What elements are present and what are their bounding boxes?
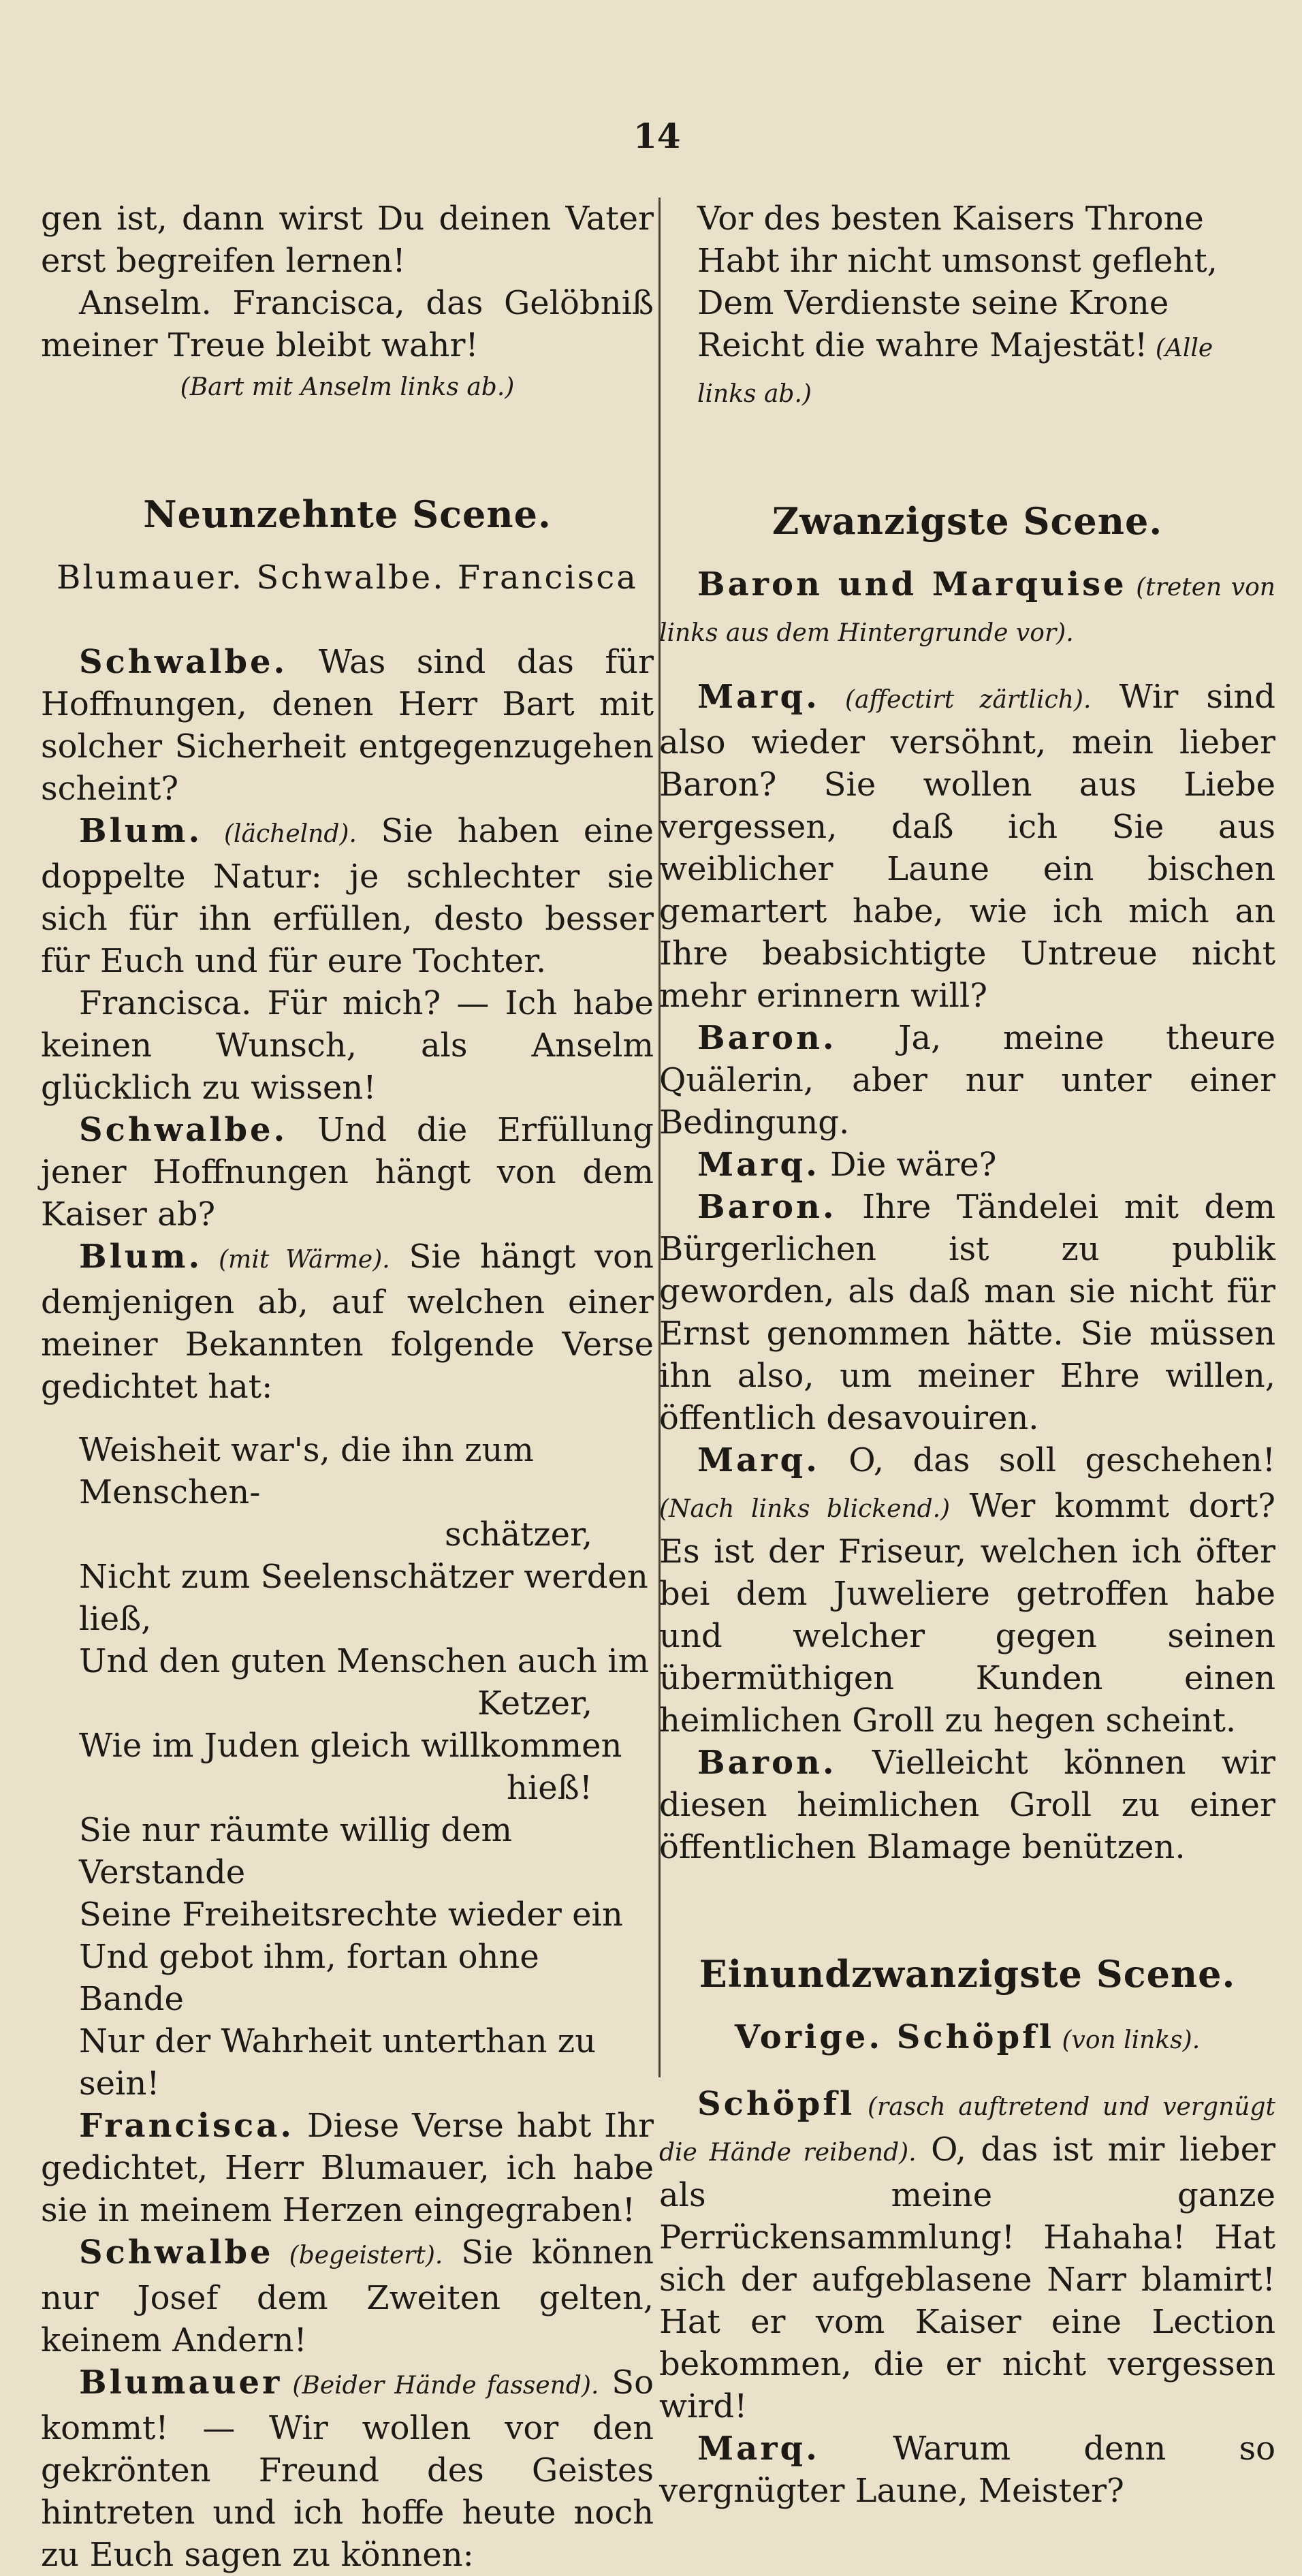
- speech-blumauer: [41, 1236, 654, 1408]
- stage-direction: (affectirt zärtlich).: [819, 686, 1092, 714]
- verse-line: [659, 324, 1275, 415]
- speech-schwalbe: [41, 1109, 654, 1236]
- speech-text: Die wäre?: [819, 1146, 997, 1184]
- speaker-name: Anselm.: [79, 284, 212, 322]
- page-number: 14: [633, 116, 681, 156]
- scene-cast-20: [659, 563, 1275, 655]
- verse-line: Vor des besten Kaisers Throne: [697, 200, 1204, 238]
- speaker-name: Baron.: [697, 1188, 837, 1226]
- speech-francisca: [41, 982, 654, 1109]
- verse-line: Seine Freiheitsrechte wieder ein: [79, 1896, 623, 1934]
- verse-line: Und gebot ihm, fortan ohne Bande: [79, 1938, 539, 2018]
- stage-direction: (begeistert).: [273, 2242, 443, 2269]
- speaker-name: Schwalbe.: [79, 1111, 288, 1149]
- speaker-name: Francisca.: [79, 2107, 295, 2145]
- stage-direction-exit: (Bart mit Anselm links ab.): [180, 373, 515, 401]
- verse-line: hieß!: [506, 1769, 592, 1807]
- speech-text: Diese Verse habt Ihr gedichtet, Herr Blumauer, ich habe sie in meinem Herzen eingegraben!: [41, 2107, 654, 2229]
- speaker-name: Schwalbe.: [79, 643, 288, 681]
- speech-text: O, das soll geschehen!: [819, 1441, 1275, 1479]
- verse-line: Ketzer,: [477, 1684, 592, 1723]
- speech-text: Sie haben eine doppelte Natur: je schlechter sie sich für ihn erfüllen, desto besser für Euch und für eure Tochter.: [41, 812, 654, 980]
- speaker-name: Marq.: [697, 2430, 820, 2468]
- speaker-name: Baron.: [697, 1019, 837, 1057]
- speaker-name: Marq.: [697, 1146, 820, 1184]
- scene-heading-21: Einundzwanzigste Scene.: [699, 1952, 1236, 1996]
- stage-direction: (rasch auftretend und vergnügt die Hände reibend).: [659, 2093, 1275, 2167]
- speech-text: So kommt! — Wir wollen vor den gekrönten Freund des Geistes hintreten und ich hoffe heute noch zu Euch sagen zu können:: [41, 2363, 654, 2574]
- speech-text: Und die Erfüllung jener Hoffnungen hängt von dem Kaiser ab?: [41, 1111, 654, 1234]
- speaker-name: Schwalbe: [79, 2233, 274, 2272]
- speech-text: Sie hängt von demjenigen ab, auf welchen einer meiner Bekannten folgende Verse gedichtet hat:: [41, 1238, 654, 1406]
- speech-text: Sie können nur Josef dem Zweiten gelten, keinem Andern!: [41, 2233, 654, 2359]
- stage-direction: (Alle links ab.): [697, 334, 1213, 408]
- speech-text: Was sind das für Hoffnungen, denen Herr Bart mit solcher Sicherheit entgegenzugehen scheint?: [41, 643, 654, 808]
- speech-marquise: [659, 1144, 1275, 1186]
- speaker-name: Schöpfl: [697, 2085, 855, 2123]
- stage-direction: (lächelnd).: [202, 820, 357, 848]
- verse-line: Nicht zum Seelenschätzer werden ließ,: [79, 1558, 648, 1638]
- speech-baron: [659, 1742, 1275, 1868]
- speaker-name: Marq.: [697, 1441, 820, 1479]
- speech-francisca: [41, 2105, 654, 2231]
- speaker-name: Blum.: [79, 1238, 203, 1276]
- speaker-name: Baron.: [697, 1744, 837, 1782]
- speech-anselm: [41, 282, 654, 366]
- speaker-name: Blumauer: [79, 2363, 283, 2402]
- speech-text: O, das ist mir lieber als meine ganze Perrückensammlung! Hahaha! Hat sich der aufgeblasene Narr blamirt! Hat er vom Kaiser eine Lection bekommen, die er nicht vergessen wird!: [659, 2131, 1275, 2425]
- stage-direction: (Beider Hände fassend).: [282, 2372, 599, 2400]
- stage-direction: (Nach links blickend.): [659, 1495, 951, 1523]
- verse-line: Weisheit war's, die ihn zum Menschen-: [79, 1431, 534, 1511]
- speech-text: Wer kommt dort? Es ist der Friseur, welchen ich öfter bei dem Juweliere getroffen habe und welcher gegen seinen übermüthigen Kunden einen heimlichen Groll zu hegen scheint.: [659, 1487, 1275, 1740]
- scene-cast-21: [659, 2016, 1275, 2062]
- left-column: [41, 198, 654, 2576]
- cast-names: Vorige. Schöpfl: [734, 2018, 1055, 2056]
- speech-text: Wir sind also wieder versöhnt, mein lieber Baron? Sie wollen aus Liebe vergessen, daß ich Sie aus weiblicher Laune ein bischen gemartert habe, wie ich mich an Ihre beabsichtigte Untreue nicht mehr erinnern will?: [659, 678, 1275, 1015]
- cast-names: Baron und Marquise: [697, 565, 1127, 603]
- right-column: [659, 198, 1275, 2512]
- speech-text: Vielleicht können wir diesen heimlichen Groll zu einer öffentlichen Blamage benützen.: [659, 1744, 1275, 1866]
- verse-block: [659, 198, 1275, 415]
- scene-heading-20: Zwanzigste Scene.: [772, 499, 1163, 543]
- verse-text: Reicht die wahre Majestät!: [697, 326, 1148, 364]
- speech-text: Ja, meine theure Quälerin, aber nur unter einer Bedingung.: [659, 1019, 1275, 1142]
- speech-text: Für mich? — Ich habe keinen Wunsch, als Anselm glücklich zu wissen!: [41, 984, 654, 1107]
- speech-baron: [659, 1186, 1275, 1439]
- speech-text: Warum denn so vergnügter Laune, Meister?: [659, 2430, 1275, 2510]
- continued-text: gen ist, dann wirst Du deinen Vater erst begreifen lernen!: [41, 200, 654, 280]
- speech-blumauer: [41, 810, 654, 982]
- speech-schwalbe: [41, 641, 654, 810]
- verse-line: schätzer,: [445, 1515, 592, 1554]
- verse-line: Sie nur räumte willig dem Verstande: [79, 1811, 512, 1891]
- speech-schwalbe: [41, 2231, 654, 2361]
- speech-text: Francisca, das Gelöbniß meiner Treue bleibt wahr!: [41, 284, 654, 364]
- speaker-name: Blum.: [79, 812, 203, 850]
- speech-marquise: [659, 2428, 1275, 2512]
- speech-baron: [659, 1017, 1275, 1144]
- speaker-name: Francisca.: [79, 984, 252, 1022]
- speech-marquise: [659, 676, 1275, 1017]
- speech-text: Ihre Tändelei mit dem Bürgerlichen ist zu publik geworden, als daß man sie nicht für Ernst genommen hätte. Sie müssen ihn also, um meiner Ehre willen, öffentlich desavouiren.: [659, 1188, 1275, 1437]
- stage-direction: (von links).: [1054, 2026, 1201, 2054]
- verse-line: Habt ihr nicht umsonst gefleht,: [697, 242, 1218, 280]
- speaker-name: Marq.: [697, 678, 820, 716]
- stage-direction: (mit Wärme).: [202, 1246, 390, 1274]
- speech-marquise: [659, 1439, 1275, 1742]
- stage-direction: (treten von links aus dem Hintergrunde vor).: [659, 574, 1275, 647]
- verse-line: Dem Verdienste seine Krone: [697, 284, 1169, 322]
- scene-heading-19: Neunzehnte Scene.: [143, 492, 552, 536]
- scene-cast-19: Blumauer. Schwalbe. Francisca: [57, 559, 638, 597]
- speech-blumauer: [41, 2361, 654, 2576]
- verse-block: [41, 1429, 654, 2105]
- verse-line: Und den guten Menschen auch im: [79, 1642, 650, 1680]
- verse-line: Wie im Juden gleich willkommen: [79, 1727, 622, 1765]
- speech-schoepfl: [659, 2083, 1275, 2428]
- verse-line: Nur der Wahrheit unterthan zu sein!: [79, 2022, 596, 2103]
